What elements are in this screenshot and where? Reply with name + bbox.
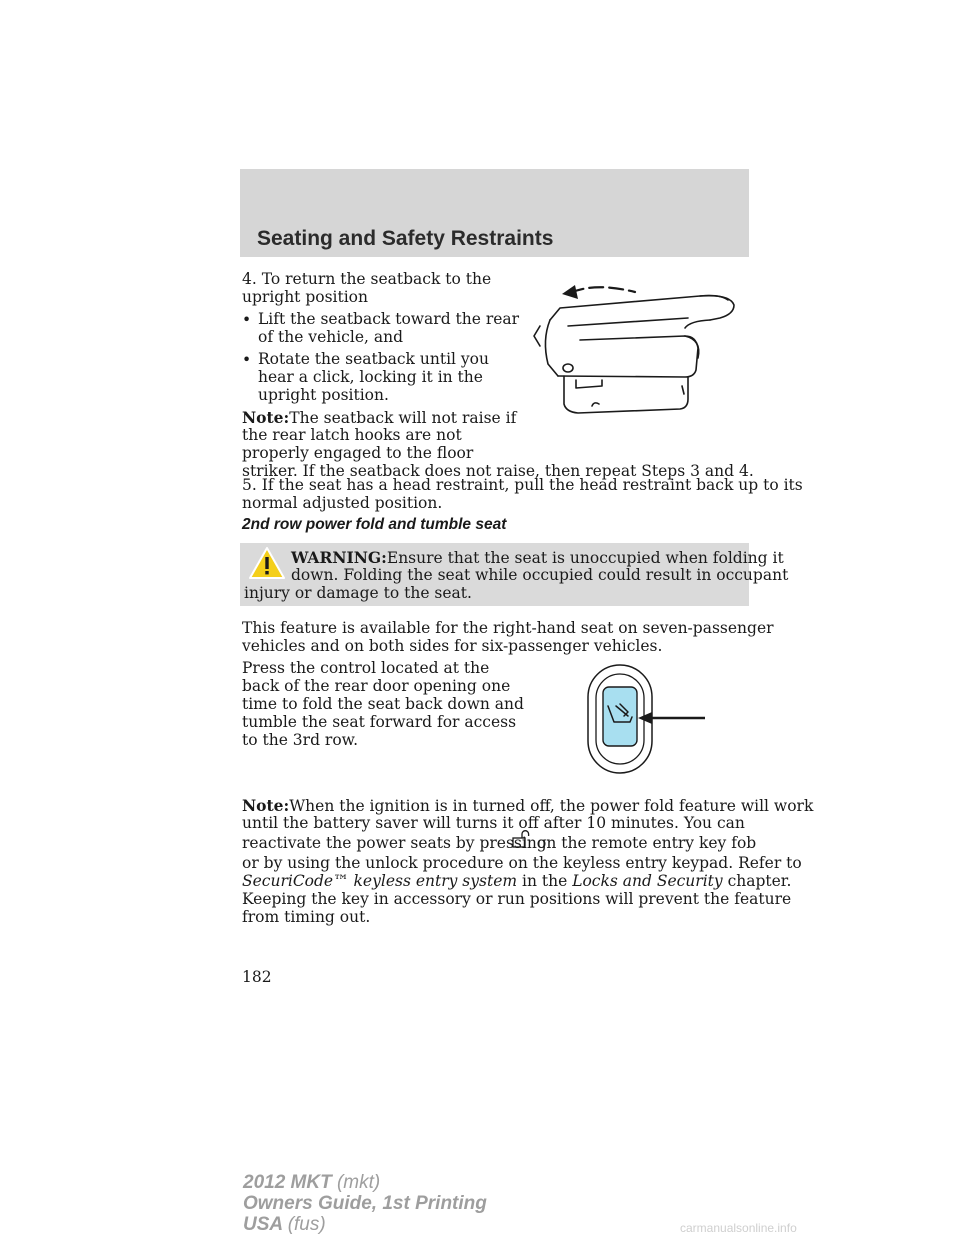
note-paragraph: reactivate the power seats by pressing: [242, 834, 547, 852]
note-label: Note:: [242, 796, 290, 815]
note-paragraph: until the battery saver will turns it off after 10 minutes. You can: [242, 814, 745, 832]
bullet-text: Rotate the seatback until you: [258, 350, 489, 368]
bullet-text: of the vehicle, and: [258, 328, 403, 346]
footer: 2012 MKT (mkt) Owners Guide, 1st Printing USA (fus): [243, 1172, 487, 1235]
press-control-text: time to fold the seat back down and: [242, 695, 524, 713]
bullet-text: upright position.: [258, 386, 389, 404]
bullet-text: Lift the seatback toward the rear: [258, 310, 520, 328]
note-paragraph: Keeping the key in accessory or run positions will prevent the feature: [242, 890, 792, 908]
bullet-dot: •: [242, 311, 252, 329]
feature-text: This feature is available for the right-hand seat on seven-passenger: [242, 619, 774, 637]
footer-region: USA: [243, 1214, 283, 1235]
press-control-text: tumble the seat forward for access: [242, 713, 517, 731]
cross-reference: SecuriCode™ keyless entry system: [242, 872, 518, 890]
step-5-text: normal adjusted position.: [242, 494, 443, 512]
warning-box: [240, 543, 789, 606]
page-number: 182: [242, 968, 272, 986]
footer-printing: Owners Guide, 1st Printing: [243, 1193, 487, 1214]
feature-text: vehicles and on both sides for six-passenger vehicles.: [242, 637, 663, 655]
note-paragraph: on the remote entry key fob: [537, 834, 757, 852]
press-control-text: to the 3rd row.: [242, 731, 359, 749]
section-header: [240, 169, 749, 257]
note-paragraph: or by using the unlock procedure on the keyless entry keypad. Refer to: [242, 854, 802, 872]
step-4-text: upright position: [242, 288, 368, 306]
note-paragraph: Note:When the ignition is in turned off, the power fold feature will work: [242, 796, 814, 815]
watermark: carmanualsonline.info: [680, 1221, 797, 1235]
warning-text: injury or damage to the seat.: [244, 584, 472, 602]
step-5-text: 5. If the seat has a head restraint, pull the head restraint back up to its: [242, 476, 803, 494]
subsection-heading: 2nd row power fold and tumble seat: [242, 516, 507, 533]
warning-text: down. Folding the seat while occupied could result in occupant: [291, 566, 789, 584]
note-paragraph: the rear latch hooks are not: [242, 426, 462, 444]
unlock-icon: [510, 829, 530, 849]
note-label: Note:: [242, 408, 290, 427]
warning-label: WARNING:: [291, 548, 387, 567]
power-fold-control-illustration: [580, 660, 710, 775]
section-title: Seating and Safety Restraints: [257, 227, 554, 250]
note-paragraph: from timing out.: [242, 908, 371, 926]
bullet-dot: •: [242, 351, 252, 369]
note-paragraph: Note:The seatback will not raise if: [242, 408, 517, 427]
warning-text: Ensure that the seat is unoccupied when folding it: [386, 549, 784, 567]
note-paragraph: SecuriCode™ keyless entry system in the Locks and Security chapter.: [242, 872, 792, 890]
note-paragraph: striker. If the seatback does not raise, then repeat Steps 3 and 4.: [242, 462, 754, 480]
press-control-text: Press the control located at the: [242, 659, 490, 677]
press-control-text: back of the rear door opening one: [242, 677, 511, 695]
step-4-text: 4. To return the seatback to the: [242, 270, 492, 288]
cross-reference: Locks and Security: [572, 872, 723, 890]
bullet-text: hear a click, locking it in the: [258, 368, 483, 386]
footer-model: 2012 MKT: [243, 1172, 332, 1193]
note-paragraph: properly engaged to the floor: [242, 444, 474, 462]
seat-illustration: [520, 278, 752, 424]
warning-triangle-icon: [248, 546, 286, 580]
